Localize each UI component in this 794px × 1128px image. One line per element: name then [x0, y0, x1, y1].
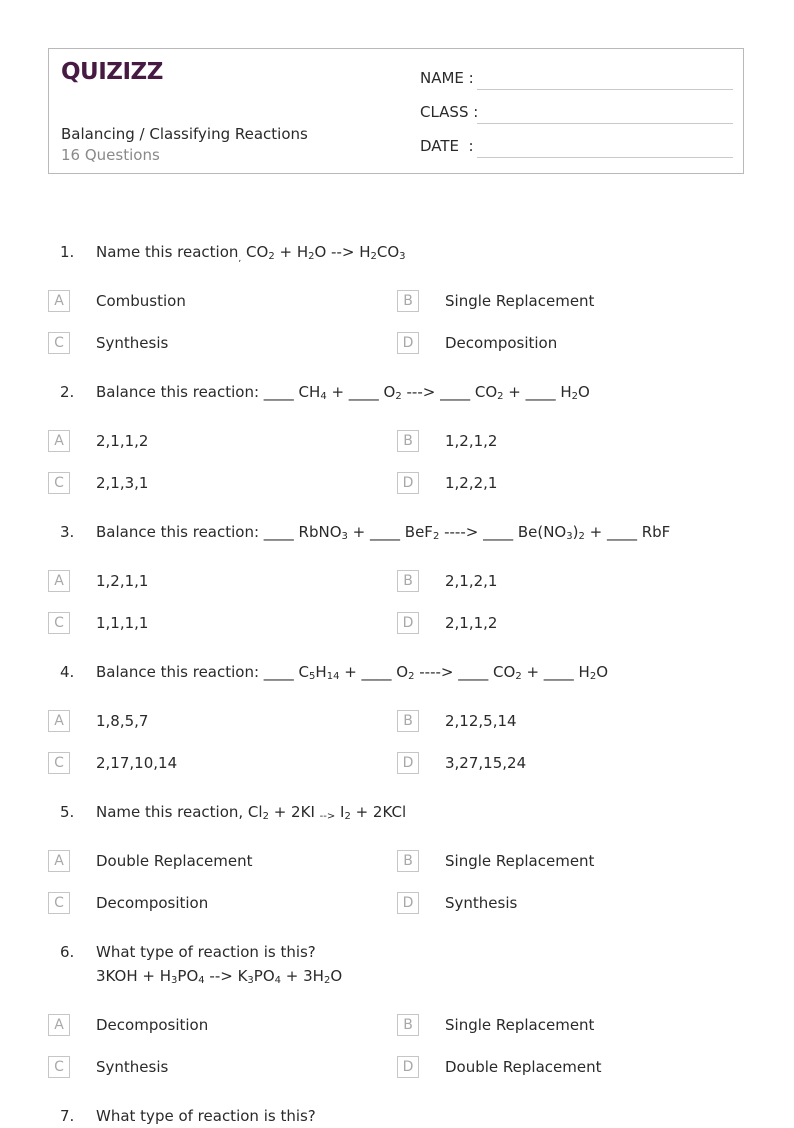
option-text: 2,1,2,1: [445, 572, 498, 590]
question-text: Balance this reaction: ____ RbNO$_3$ + ____ BeF$_2$ ----> ____ $Be(NO_3)_2$ + ____ RbF: [96, 523, 671, 542]
quizizz-logo: QUIZIZZ: [61, 59, 163, 85]
option-letter-box: B: [397, 1014, 419, 1036]
option-text: 1,2,1,1: [96, 572, 149, 590]
class-line: [477, 123, 733, 124]
class-label: CLASS :: [420, 103, 479, 121]
option-letter-box: A: [48, 850, 70, 872]
option-letter-box: C: [48, 1056, 70, 1078]
option-letter-box: D: [397, 1056, 419, 1078]
option-text: 3,27,15,24: [445, 754, 527, 772]
question-count: 16 Questions: [61, 146, 160, 164]
option-letter-box: B: [397, 570, 419, 592]
question-number: 4.: [60, 663, 75, 681]
option-text: 2,1,1,2: [96, 432, 149, 450]
question-text: What type of reaction is this?: [96, 943, 316, 961]
option-letter-box: C: [48, 752, 70, 774]
option-letter-box: D: [397, 892, 419, 914]
question-number: 5.: [60, 803, 75, 821]
date-label: DATE :: [420, 137, 474, 155]
option-text: Decomposition: [445, 334, 558, 352]
date-line: [477, 157, 733, 158]
option-letter-box: A: [48, 570, 70, 592]
question-number: 1.: [60, 243, 75, 261]
question-number: 3.: [60, 523, 75, 541]
option-text: 1,1,1,1: [96, 614, 149, 632]
question-number: 2.: [60, 383, 75, 401]
option-text: Decomposition: [96, 1016, 209, 1034]
option-text: 1,2,2,1: [445, 474, 498, 492]
option-letter-box: C: [48, 612, 70, 634]
worksheet-title: Balancing / Classifying Reactions: [61, 125, 308, 143]
option-letter-box: D: [397, 752, 419, 774]
option-letter-box: D: [397, 332, 419, 354]
question-text: Balance this reaction: ____ $CH_4$ + ____ $O_2$ ---> ____ $CO_2$ + ____ $H_2O$: [96, 383, 590, 402]
option-letter-box: B: [397, 290, 419, 312]
option-text: Combustion: [96, 292, 186, 310]
option-text: Double Replacement: [445, 1058, 602, 1076]
worksheet-header: [48, 48, 744, 174]
option-text: 1,2,1,2: [445, 432, 498, 450]
question-number: 6.: [60, 943, 75, 961]
option-text: 2,1,3,1: [96, 474, 149, 492]
question-text: Name this reaction$_,$ $CO_2 + H_2O$ --> $H_2CO_3$: [96, 243, 406, 264]
name-label: NAME :: [420, 69, 474, 87]
option-text: 1,8,5,7: [96, 712, 149, 730]
question-text: What type of reaction is this?: [96, 1107, 316, 1125]
option-text: 2,17,10,14: [96, 754, 178, 772]
option-letter-box: B: [397, 710, 419, 732]
option-text: 2,1,1,2: [445, 614, 498, 632]
option-letter-box: C: [48, 472, 70, 494]
option-text: Synthesis: [96, 334, 169, 352]
option-letter-box: C: [48, 332, 70, 354]
option-text: Single Replacement: [445, 292, 595, 310]
option-text: Double Replacement: [96, 852, 253, 870]
option-letter-box: D: [397, 612, 419, 634]
option-letter-box: A: [48, 710, 70, 732]
option-text: Synthesis: [96, 1058, 169, 1076]
question-equation: $3KOH + H_3PO_4$ --> $K_3PO_4 + 3H_2O$: [96, 967, 343, 986]
question-number: 7.: [60, 1107, 75, 1125]
option-letter-box: B: [397, 850, 419, 872]
option-text: Single Replacement: [445, 1016, 595, 1034]
option-text: Single Replacement: [445, 852, 595, 870]
name-line: [477, 89, 733, 90]
question-text: Balance this reaction: ____ $C_5H_{14}$ + ____ $O_2$ ----> ____ $CO_2$ + ____ $H_2O$: [96, 663, 609, 682]
option-text: Synthesis: [445, 894, 518, 912]
option-letter-box: A: [48, 1014, 70, 1036]
option-letter-box: A: [48, 290, 70, 312]
question-text: Name this reaction, $Cl_2 + 2KI$ --> $I_2 + 2KCl$: [96, 803, 407, 822]
option-text: 2,12,5,14: [445, 712, 517, 730]
option-letter-box: A: [48, 430, 70, 452]
option-letter-box: B: [397, 430, 419, 452]
option-letter-box: C: [48, 892, 70, 914]
option-text: Decomposition: [96, 894, 209, 912]
option-letter-box: D: [397, 472, 419, 494]
